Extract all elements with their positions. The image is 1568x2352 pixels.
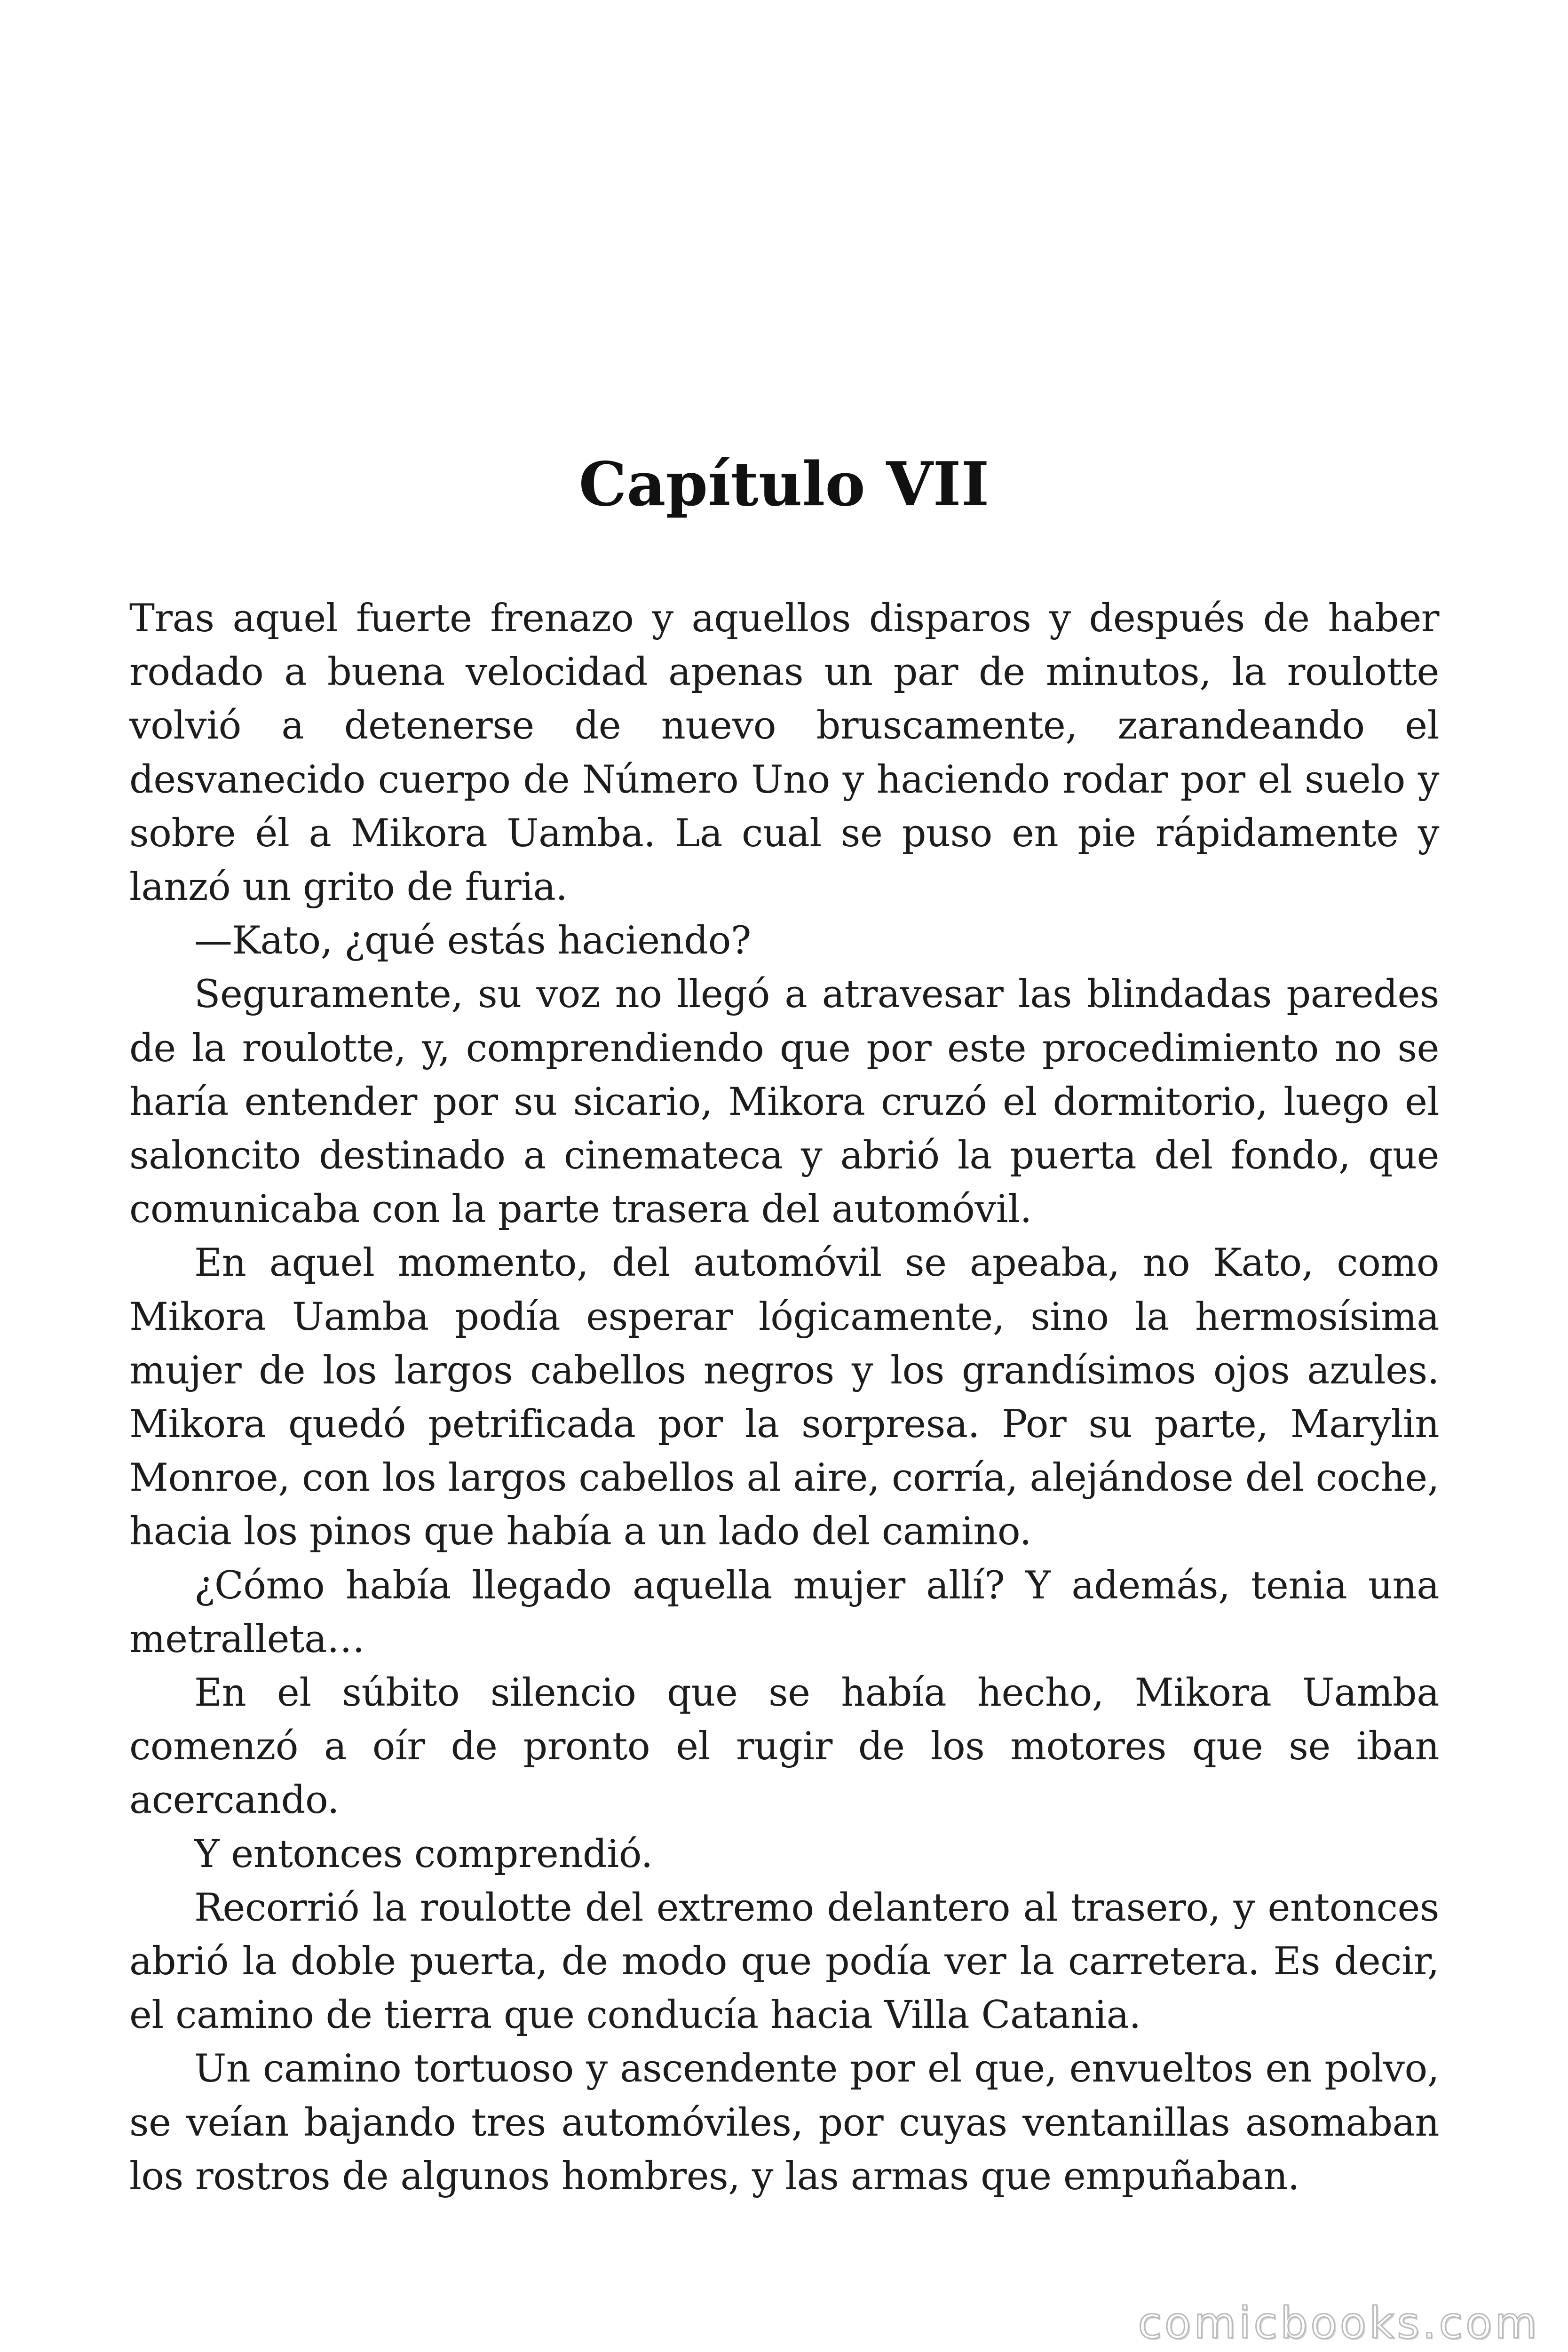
chapter-body <box>129 592 1439 2203</box>
paragraph: Y entonces comprendió. <box>194 1832 653 1876</box>
paragraph: En el súbito silencio que se había hecho, Mikora Uamba comenzó a oír de pronto el rugir de los motores que se iban acercando. <box>129 1671 1439 1823</box>
chapter-title: Capítulo VII <box>578 449 990 520</box>
paragraph: Seguramente, su voz no llegó a atravesar las blindadas paredes de la roulotte, y, comprendiendo que por este procedimiento no se haría entender por su sicario, Mikora cruzó el dormitorio, luego el saloncito destinado a cinemateca y abrió la puerta del fondo, que comunicaba con la parte trasera del automóvil. <box>129 972 1439 1232</box>
paragraph: Un camino tortuoso y ascendente por el que, envueltos en polvo, se veían bajando tres automóviles, por cuyas ventanillas asomaban los rostros de algunos hombres, y las armas que empuñaban. <box>129 2047 1439 2199</box>
paragraph: ¿Cómo había llegado aquella mujer allí? Y además, tenia una metralleta… <box>129 1563 1439 1661</box>
site-watermark: comicbooks.com <box>1138 2298 1540 2348</box>
paragraph: —Kato, ¿qué estás haciendo? <box>194 919 751 963</box>
paragraph: Recorrió la roulotte del extremo delantero al trasero, y entonces abrió la doble puerta, de modo que podía ver la carretera. Es decir, el camino de tierra que conducía hacia Villa Catania. <box>129 1885 1439 2038</box>
paragraph: Tras aquel fuerte frenazo y aquellos disparos y después de haber rodado a buena velocidad apenas un par de minutos, la roulotte volvió a detenerse de nuevo bruscamente, zarandeando el desvanecido cuerpo de Número Uno y haciendo rodar por el suelo y sobre él a Mikora Uamba. La cual se puso en pie rápidamente y lanzó un grito de furia. <box>129 596 1439 910</box>
paragraph: En aquel momento, del automóvil se apeaba, no Kato, como Mikora Uamba podía esperar lógicamente, sino la hermosísima mujer de los largos cabellos negros y los grandísimos ojos azules. Mikora quedó petrificada por la sorpresa. Por su parte, Marylin Monroe, con los largos cabellos al aire, corría, alejándose del coche, hacia los pinos que había a un lado del camino. <box>129 1241 1439 1554</box>
